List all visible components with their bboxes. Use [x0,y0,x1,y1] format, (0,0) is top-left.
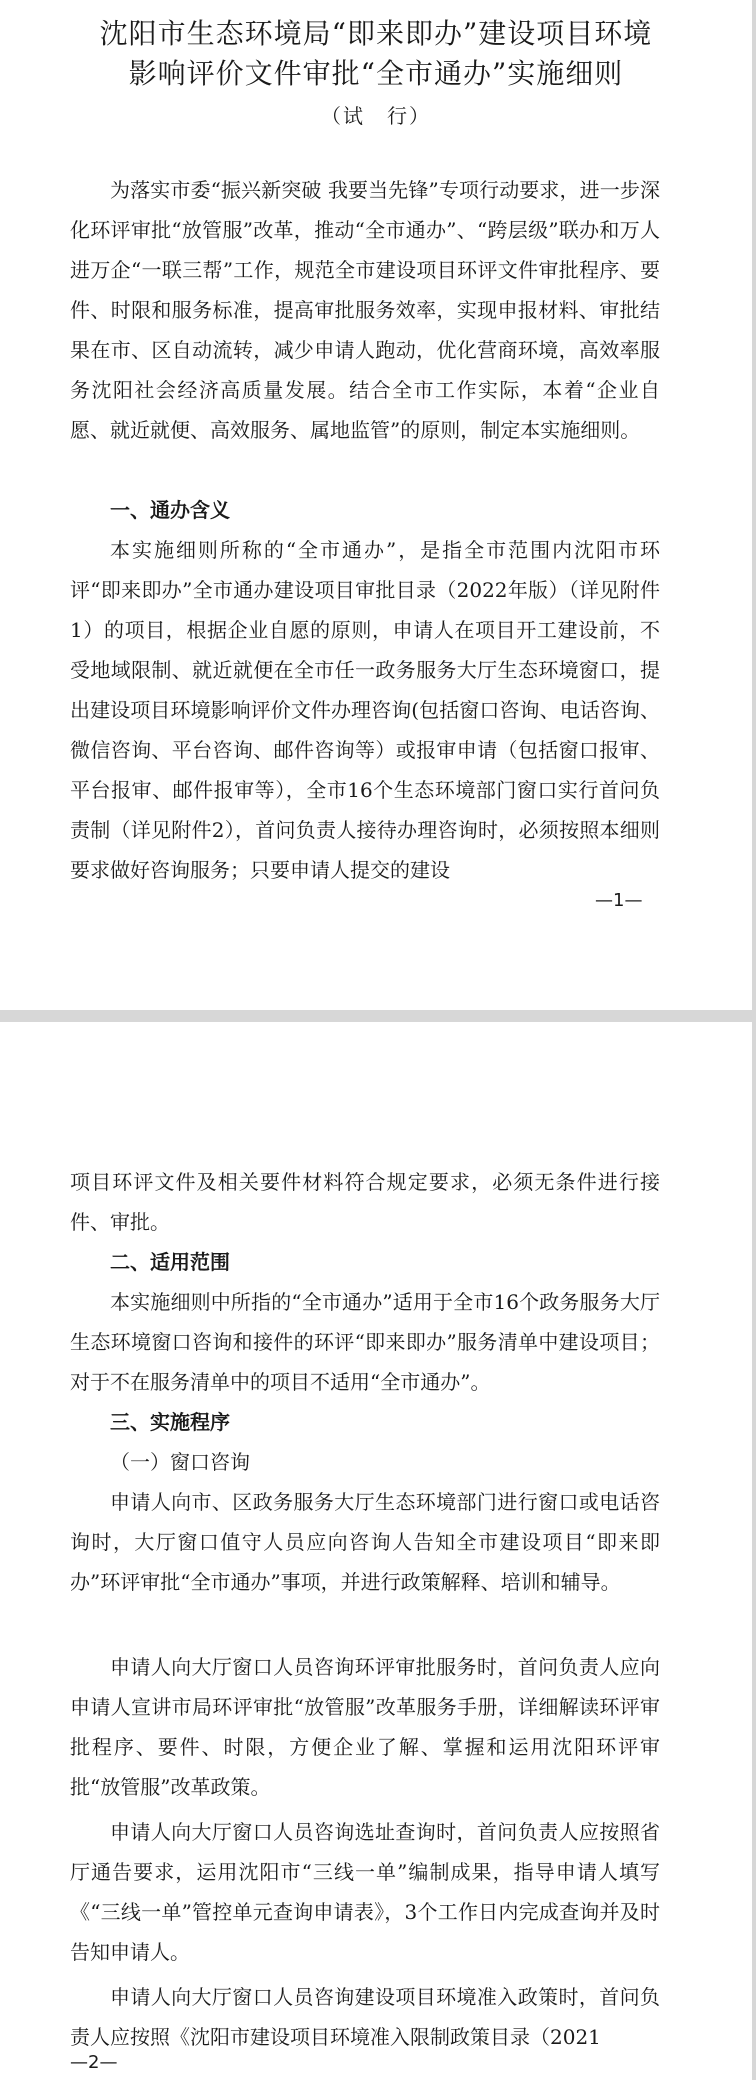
section-2-heading: 二、适用范围 [110,1250,230,1274]
section-2-body: 本实施细则中所指的“全市通办”适用于全市16个政务服务大厅生态环境窗口咨询和接件的环评“即来即办”服务清单中建设项目；对于不在服务清单中的项目不适用“全市通办”。 [70,1290,660,1394]
section-3-heading: 三、实施程序 [110,1410,230,1434]
document-subtitle: （试 行） [321,104,431,128]
section-1-heading: 一、通办含义 [110,498,230,522]
page-number-1: —1— [595,890,643,911]
paragraph-service-consult: 申请人向大厅窗口人员咨询环评审批服务时，首问负责人应向申请人宣讲市局环评审批“放管服”改革服务手册，详细解读环评审批程序、要件、时限，方便企业了解、掌握和运用沈阳环评审批“放管服”改革政策。 [70,1655,660,1799]
paragraph-site-query: 申请人向大厅窗口人员咨询选址查询时，首问负责人应按照省厅通告要求，运用沈阳市“三线一单”编制成果，指导申请人填写《“三线一单”管控单元查询申请表》，3个工作日内完成查询并及时告知申请人。 [70,1820,660,1964]
document-page-2 [0,1022,752,2080]
continuation-paragraph: 项目环评文件及相关要件材料符合规定要求，必须无条件进行接件、审批。 [70,1170,660,1234]
document-page-1 [0,0,752,1010]
paragraph-window-consult: 申请人向市、区政务服务大厅生态环境部门进行窗口或电话咨询时，大厅窗口值守人员应向咨询人告知全市建设项目“即来即办”环评审批“全市通办”事项，并进行政策解释、培训和辅导。 [70,1490,660,1594]
intro-paragraph: 为落实市委“振兴新突破 我要当先锋”专项行动要求，进一步深化环评审批“放管服”改革，推动“全市通办”、“跨层级”联办和万人进万企“一联三帮”工作，规范全市建设项目环评文件审批程序、要件、时限和服务标准，提高审批服务效率，实现申报材料、审批结果在市、区自动流转，减少申请人跑动，优化营商环境，高效率服务沈阳社会经济高质量发展。结合全市工作实际，本着“企业自愿、就近就便、高效服务、属地监管”的原则，制定本实施细则。 [70,178,660,442]
section-1-body: 本实施细则所称的“全市通办”，是指全市范围内沈阳市环评“即来即办”全市通办建设项目审批目录（2022年版）（详见附件1）的项目，根据企业自愿的原则，申请人在项目开工建设前，不受地域限制、就近就便在全市任一政务服务大厅生态环境窗口，提出建设项目环境影响评价文件办理咨询(包括窗口咨询、电话咨询、微信咨询、平台咨询、邮件咨询等）或报审申请（包括窗口报审、平台报审、邮件报审等），全市16个生态环境部门窗口实行首问负责制（详见附件2），首问负责人接待办理咨询时，必须按照本细则要求做好咨询服务；只要申请人提交的建设 [70,538,660,882]
subsection-1-heading: （一）窗口咨询 [110,1450,250,1474]
document-title-line-1: 沈阳市生态环境局“即来即办”建设项目环境 [99,17,653,50]
paragraph-access-policy: 申请人向大厅窗口人员咨询建设项目环境准入政策时，首问负责人应按照《沈阳市建设项目环境准入限制政策目录（2021 [70,1985,660,2049]
document-title-line-2: 影响评价文件审批“全市通办”实施细则 [128,57,624,90]
page-number-2: —2— [70,2052,118,2073]
